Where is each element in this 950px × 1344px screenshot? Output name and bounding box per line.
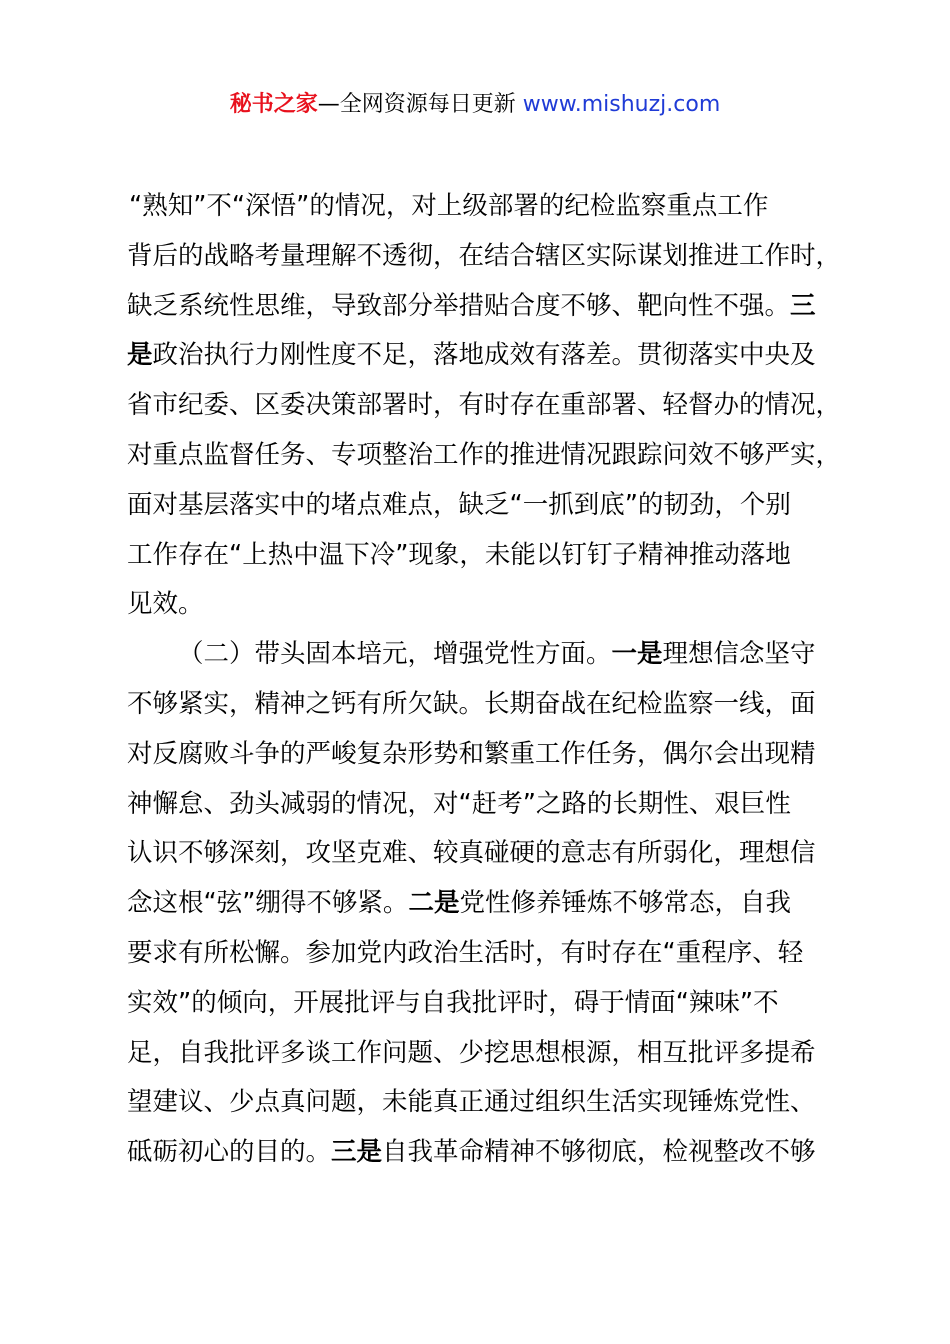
text-line — [127, 580, 847, 630]
text-line — [127, 680, 847, 730]
document-body — [127, 182, 847, 1178]
text-span: 工作存在“上热中温下冷”现象，未能以钉钉子精神推动落地 — [127, 539, 791, 570]
text-line — [127, 730, 847, 780]
text-line — [127, 979, 847, 1029]
text-span: 党性修养锤炼不够常态，自我 — [459, 888, 791, 919]
text-line — [127, 1078, 847, 1128]
text-span: 缺乏系统性思维，导致部分举措贴合度不够、靶向性不强。 — [127, 290, 791, 321]
text-line — [127, 829, 847, 879]
text-span: 足，自我批评多谈工作问题、少挖思想根源，相互批评多提希 — [127, 1037, 816, 1068]
text-span: 理想信念坚守 — [662, 639, 816, 670]
text-span: 实效”的倾向，开展批评与自我批评时，碍于情面“辣味”不 — [127, 987, 779, 1018]
text-span: 对重点监督任务、专项整治工作的推进情况跟踪问效不够严实， — [127, 439, 842, 470]
section-heading: （二）带头固本培元，增强党性方面。 — [178, 639, 612, 670]
text-span: 见效。 — [127, 589, 204, 620]
section-heading-line — [127, 630, 847, 680]
text-span: 望建议、少点真问题，未能真正通过组织生活实现锤炼党性、 — [127, 1087, 816, 1118]
text-line — [127, 481, 847, 531]
text-line — [127, 232, 847, 282]
bold-marker: 三 — [790, 290, 816, 321]
text-span: 政治执行力刚性度不足，落地成效有落差。贯彻落实中央及 — [152, 340, 816, 371]
header-tagline: —全网资源每日更新 — [317, 92, 523, 117]
text-line — [127, 182, 847, 232]
text-line — [127, 879, 847, 929]
text-span: 认识不够深刻，攻坚克难、较真碰硬的意志有所弱化，理想信 — [127, 838, 816, 869]
text-line — [127, 381, 847, 431]
bold-marker: 三是 — [331, 1137, 383, 1168]
site-header — [0, 90, 950, 120]
text-span: “熟知”不“深悟”的情况，对上级部署的纪检监察重点工作 — [129, 191, 769, 221]
text-line — [127, 929, 847, 979]
text-line — [127, 1029, 847, 1079]
bold-marker: 是 — [127, 340, 153, 371]
bold-marker: 二是 — [408, 888, 460, 919]
brand-name: 秘书之家 — [229, 92, 318, 117]
text-span: 砥砺初心的目的。 — [127, 1137, 332, 1168]
text-span: 神懈怠、劲头减弱的情况，对“赶考”之路的长期性、艰巨性 — [127, 788, 791, 819]
text-span: 念这根“弦”绷得不够紧。 — [127, 888, 409, 919]
bold-marker: 一是 — [611, 639, 663, 670]
site-url-link[interactable]: www.mishuzj.com — [522, 92, 721, 117]
text-span: 要求有所松懈。参加党内政治生活时，有时存在“重程序、轻 — [127, 937, 804, 968]
text-span: 面对基层落实中的堵点难点，缺乏“一抓到底”的韧劲，个别 — [127, 489, 791, 520]
text-line — [127, 282, 847, 332]
text-span: 对反腐败斗争的严峻复杂形势和繁重工作任务，偶尔会出现精 — [127, 738, 816, 769]
text-span: 自我革命精神不够彻底，检视整改不够 — [382, 1137, 816, 1168]
text-span: 背后的战略考量理解不透彻，在结合辖区实际谋划推进工作时， — [127, 240, 842, 271]
text-line — [127, 531, 847, 581]
text-span: 不够紧实，精神之钙有所欠缺。长期奋战在纪检监察一线，面 — [127, 688, 816, 719]
text-line — [127, 431, 847, 481]
text-span: 省市纪委、区委决策部署时，有时存在重部署、轻督办的情况， — [127, 390, 842, 421]
text-line — [127, 1128, 847, 1178]
text-line — [127, 780, 847, 830]
text-line — [127, 331, 847, 381]
